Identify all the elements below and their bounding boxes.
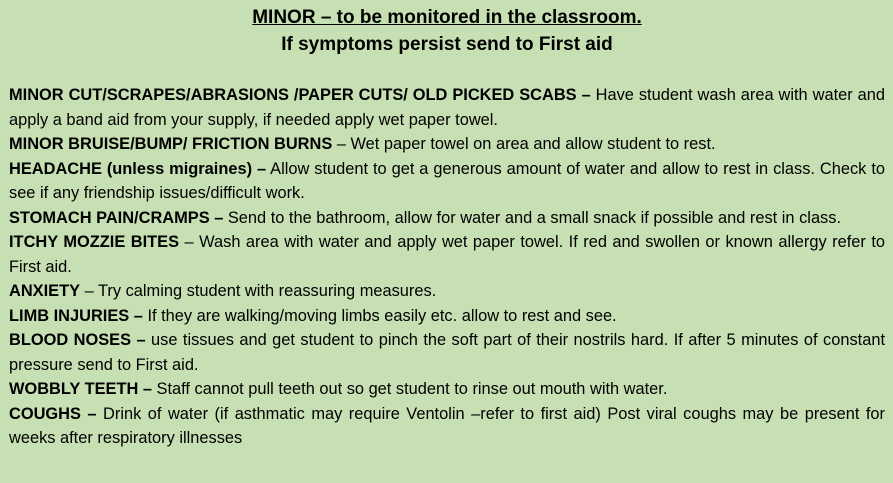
entry-text: Staff cannot pull teeth out so get student to rinse out mouth with water.	[152, 380, 668, 398]
entry-label: LIMB INJURIES –	[9, 306, 143, 325]
entry-text: Allow student to get a generous amount of water and allow to rest in class. Check to see if any friendship issues/difficult work.	[9, 159, 885, 202]
entry-text: – Try calming student with reassuring measures.	[80, 282, 437, 300]
entry-label: STOMACH PAIN/CRAMPS –	[9, 208, 224, 227]
entry-text: – Wet paper towel on area and allow student to rest.	[332, 135, 716, 153]
entry-label: ITCHY MOZZIE BITES	[9, 233, 180, 251]
entry-label: MINOR BRUISE/BUMP/ FRICTION BURNS	[9, 135, 333, 153]
entry-minor-cuts	[9, 83, 885, 132]
entry-anxiety	[9, 279, 885, 304]
entry-coughs	[9, 402, 885, 451]
entry-label: ANXIETY	[9, 282, 81, 300]
entry-text: use tissues and get student to pinch the soft part of their nostrils hard. If after 5 minutes of constant pressure send to First aid.	[9, 331, 885, 374]
entry-label: COUGHS –	[9, 404, 97, 423]
entry-text: Send to the bathroom, allow for water and a small snack if possible and rest in class.	[223, 208, 842, 227]
entry-label: WOBBLY TEETH –	[9, 380, 152, 398]
entry-mozzie-bites	[9, 230, 885, 279]
entry-label: HEADACHE (unless migraines) –	[9, 159, 267, 178]
entry-minor-bruise	[9, 132, 885, 157]
entry-stomach-pain	[9, 206, 885, 231]
page-subtitle: If symptoms persist send to First aid	[281, 34, 613, 55]
entry-text: Have student wash area with water and apply a band aid from your supply, if needed apply wet paper towel.	[9, 86, 885, 129]
entry-blood-noses	[9, 328, 885, 377]
heading-block	[9, 4, 885, 58]
entry-label: BLOOD NOSES –	[9, 331, 146, 349]
entry-label: MINOR CUT/SCRAPES/ABRASIONS /PAPER CUTS/ OLD PICKED SCABS –	[9, 86, 591, 104]
entry-text: If they are walking/moving limbs easily etc. allow to rest and see.	[142, 306, 617, 325]
entry-text: – Wash area with water and apply wet paper towel. If red and swollen or known allergy refer to First aid.	[9, 233, 885, 276]
entry-limb-injuries	[9, 304, 885, 329]
page-title: MINOR – to be monitored in the classroom.	[252, 7, 642, 28]
entry-text: Drink of water (if asthmatic may require Ventolin –refer to first aid) Post viral coughs may be present for weeks after respiratory illnesses	[9, 404, 885, 447]
guidance-list	[9, 83, 885, 451]
entry-wobbly-teeth	[9, 377, 885, 402]
entry-headache	[9, 157, 885, 206]
